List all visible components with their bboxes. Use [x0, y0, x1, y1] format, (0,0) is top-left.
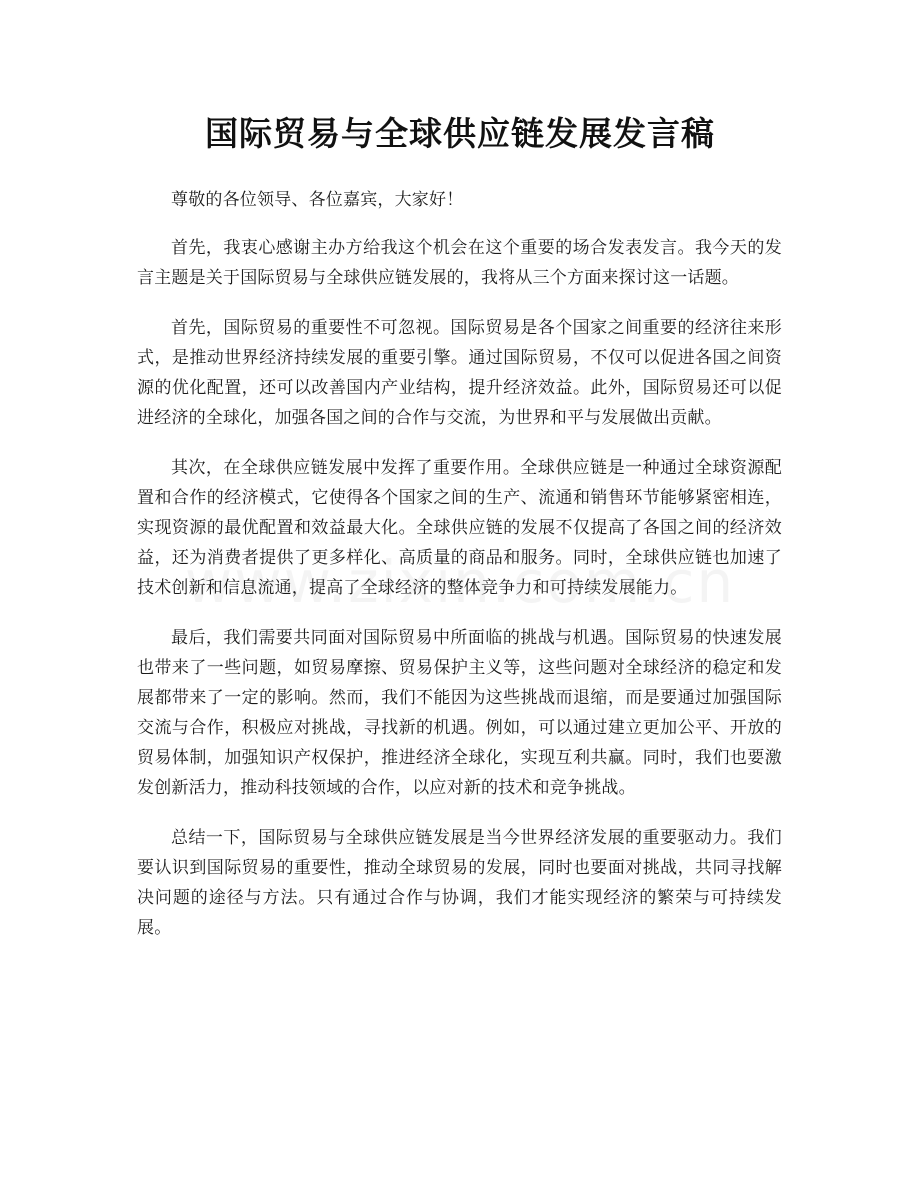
paragraph-conclusion: 总结一下，国际贸易与全球供应链发展是当今世界经济发展的重要驱动力。我们要认识到国际贸易的重要性，推动全球贸易的发展，同时也要面对挑战，共同寻找解决问题的途径与方法。只有通过合作与协调，我们才能实现经济的繁荣与可持续发展。 — [137, 828, 782, 938]
paragraph-introduction: 首先，我衷心感谢主办方给我这个机会在这个重要的场合发表发言。我今天的发言主题是关于国际贸易与全球供应链发展的，我将从三个方面来探讨这一话题。 — [137, 238, 782, 288]
document-body — [137, 185, 782, 963]
paragraph-greeting: 尊敬的各位领导、各位嘉宾，大家好！ — [171, 190, 464, 210]
paragraph-challenges: 最后，我们需要共同面对国际贸易中所面临的挑战与机遇。国际贸易的快速发展也带来了一些问题，如贸易摩擦、贸易保护主义等，这些问题对全球经济的稳定和发展都带来了一定的影响。然而，我们不能因为这些挑战而退缩，而是要通过加强国际交流与合作，积极应对挑战，寻找新的机遇。例如，可以通过建立更加公平、开放的贸易体制，加强知识产权保护，推进经济全球化，实现互利共赢。同时，我们也要激发创新活力，推动科技领域的合作，以应对新的技术和竞争挑战。 — [137, 628, 782, 798]
paragraph-trade-importance: 首先，国际贸易的重要性不可忽视。国际贸易是各个国家之间重要的经济往来形式，是推动世界经济持续发展的重要引擎。通过国际贸易，不仅可以促进各国之间资源的优化配置，还可以改善国内产业结构，提升经济效益。此外，国际贸易还可以促进经济的全球化，加强各国之间的合作与交流，为世界和平与发展做出贡献。 — [137, 318, 782, 428]
paragraph-supply-chain: 其次，在全球供应链发展中发挥了重要作用。全球供应链是一种通过全球资源配置和合作的经济模式，它使得各个国家之间的生产、流通和销售环节能够紧密相连，实现资源的最优配置和效益最大化。全球供应链的发展不仅提高了各国之间的经济效益，还为消费者提供了更多样化、高质量的商品和服务。同时，全球供应链也加速了技术创新和信息流通，提高了全球经济的整体竞争力和可持续发展能力。 — [137, 458, 782, 598]
document-title: 国际贸易与全球供应链发展发言稿 — [205, 114, 715, 153]
